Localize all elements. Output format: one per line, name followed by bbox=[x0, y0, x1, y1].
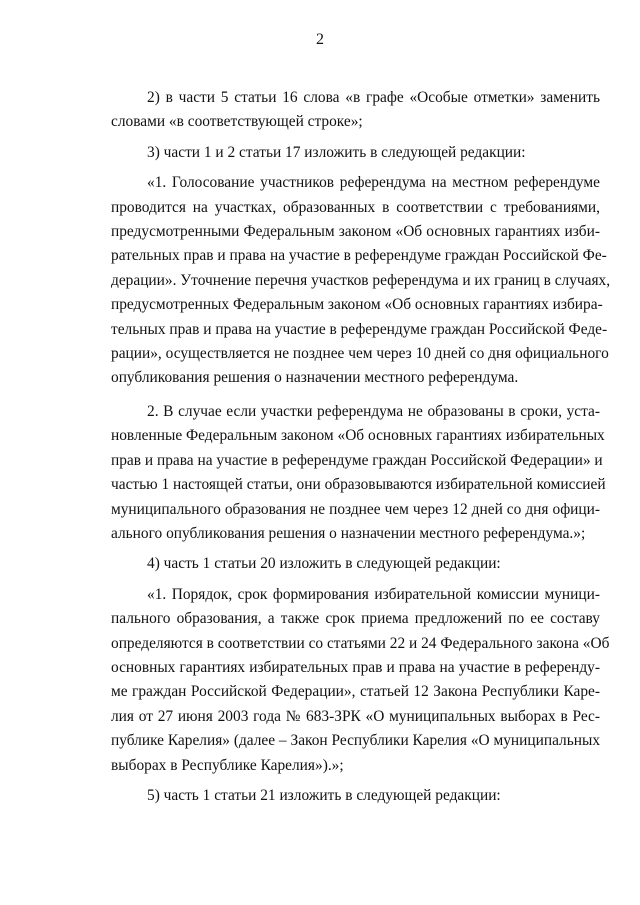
text-line: опубликования решения о назначении местного референдума. bbox=[111, 369, 519, 387]
paragraph-amend-article-16 bbox=[111, 86, 600, 135]
paragraph-article-20-part-1 bbox=[111, 583, 610, 778]
text-line: предусмотренных Федеральным законом «Об основных гарантиях избира- bbox=[111, 296, 603, 314]
text-line: «1. Порядок, срок формирования избирательной комиссии муници- bbox=[147, 585, 600, 603]
text-line: новленные Федеральным законом «Об основных гарантиях избирательных bbox=[111, 427, 605, 445]
text-line: определяются в соответствии со статьями 22 и 24 Федерального закона «Об bbox=[111, 634, 610, 652]
text-line: словами «в соответствующей строке»; bbox=[111, 113, 363, 131]
text-line: рации», осуществляется не позднее чем через 10 дней со дня официального bbox=[111, 345, 609, 363]
text-line: публике Карелия» (далее – Закон Республики Карелия «О муниципальных bbox=[111, 732, 601, 750]
paragraph-article-17-part-2 bbox=[111, 400, 606, 546]
text-line: 2) в части 5 статьи 16 слова «в графе «Особые отметки» заменить bbox=[147, 89, 600, 106]
text-line: тельных прав и права на участие в референдуме граждан Российской Феде- bbox=[111, 320, 608, 338]
text-line: 3) части 1 и 2 статьи 17 изложить в следующей редакции: bbox=[147, 143, 526, 161]
text-line: ального опубликования решения о назначении местного референдума.»; bbox=[111, 524, 586, 542]
text-line: 4) часть 1 статьи 20 изложить в следующей редакции: bbox=[147, 555, 501, 573]
text-line: 2. В случае если участки референдума не образованы в сроки, уста- bbox=[147, 402, 600, 420]
text-line: рательных прав и права на участие в референдуме граждан Российской Фе- bbox=[111, 247, 607, 265]
text-line: пального образования, а также срок приема предложений по ее составу bbox=[111, 610, 600, 628]
text-line: «1. Голосование участников референдума на местном референдуме bbox=[147, 174, 600, 192]
text-line: основных гарантиях избирательных прав и права на участие в референду- bbox=[111, 658, 600, 676]
text-line: выборах в Республике Карелия»).»; bbox=[111, 756, 344, 774]
text-line: ме граждан Российской Федерации», статьей 12 Закона Республики Каре- bbox=[111, 683, 600, 701]
page-number: 2 bbox=[316, 31, 324, 48]
paragraph-article-17-part-1 bbox=[111, 171, 611, 391]
paragraph-amend-article-21 bbox=[111, 784, 600, 808]
text-line: дерации». Уточнение перечня участков референдума и их границ в случаях, bbox=[111, 271, 611, 289]
paragraph-amend-article-20 bbox=[111, 552, 600, 576]
text-line: предусмотренными Федеральным законом «Об основных гарантиях изби- bbox=[111, 223, 600, 241]
text-line: частью 1 настоящей статьи, они образовываются избирательной комиссией bbox=[111, 476, 606, 494]
document-body bbox=[111, 86, 611, 808]
text-line: муниципального образования не позднее чем через 12 дней со дня офици- bbox=[111, 500, 600, 518]
text-line: лия от 27 июня 2003 года № 683-ЗРК «О муниципальных выборах в Рес- bbox=[111, 707, 600, 725]
text-line: 5) часть 1 статьи 21 изложить в следующей редакции: bbox=[147, 786, 501, 804]
text-line: проводится на участках, образованных в соответствии с требованиями, bbox=[111, 198, 600, 216]
text-line: прав и права на участие в референдуме граждан Российской Федерации» и bbox=[111, 451, 603, 469]
paragraph-amend-article-17 bbox=[111, 141, 600, 165]
